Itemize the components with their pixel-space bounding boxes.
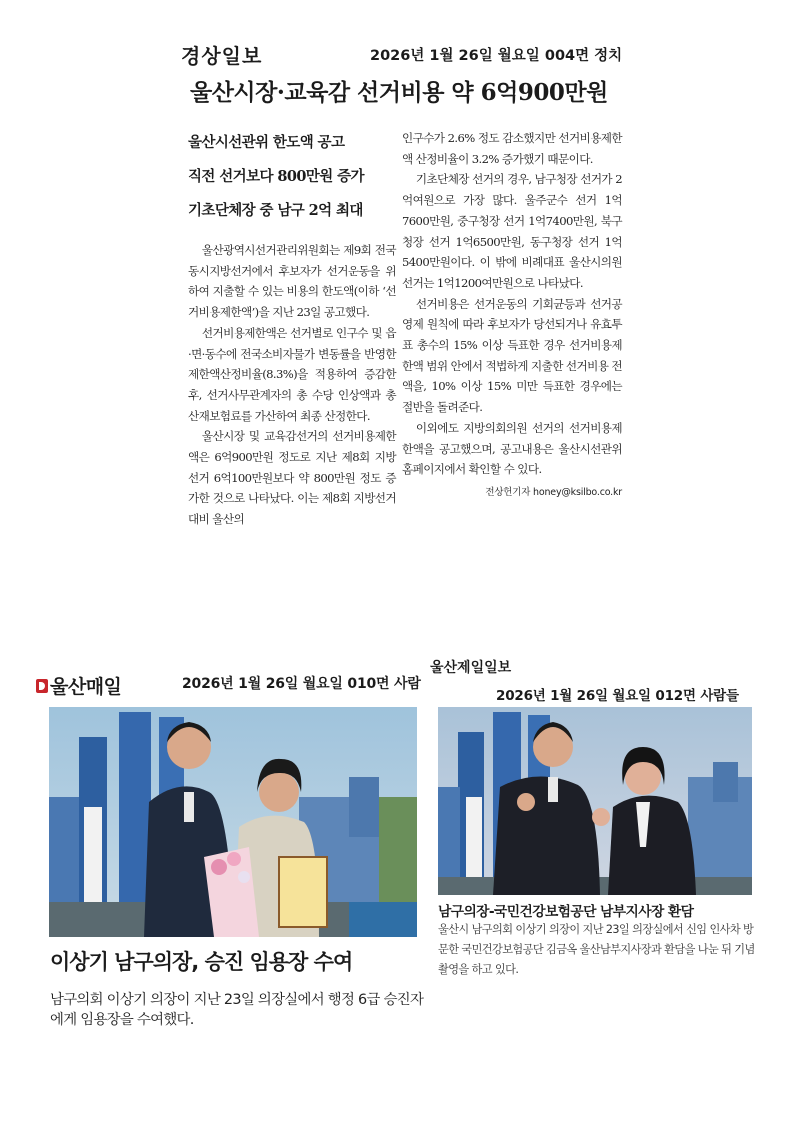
byline: 전상헌기자 honey@ksilbo.co.kr — [485, 486, 622, 498]
dateline: 2026년 1월 26일 월요일 010면 사람 — [182, 676, 421, 692]
article-photo — [438, 707, 752, 895]
article-headline: 남구의장-국민건강보험공단 남부지사장 환담 — [438, 904, 694, 920]
paragraph: 울산광역시선거관리위원회는 제9회 전국동시지방선거에서 후보자가 선거운동을 위하여 지출할 수 있는 비용의 한도액(이하 ‘선거비용제한액’)을 지난 23일 공고했다. — [188, 243, 396, 320]
paragraph: 선거비용제한액은 선거별로 인구수 및 읍·면·동수에 전국소비자물가 변동률을 반영한 제한액산정비율(8.3%)을 적용하여 증감한 후, 선거사무관계자의 총 수당 인상액과 총 산재보험료를 가산하여 최종 산정한다. — [188, 325, 396, 423]
paragraph: 기초단체장 선거의 경우, 남구청장 선거가 2억여원으로 가장 많다. 울주군수 선거 1억7600만원, 중구청장 선거 1억7400만원, 북구청장 선거 1억6500만원, 동구청장 선거 1억5400만원이다. 이 밖에 비례대표 울산시의원 선거는 1억1200여만원으로 나타났다. — [402, 172, 622, 290]
paragraph: 이외에도 지방의회의원 선거의 선거비용제한액을 공고했으며, 공고내용은 울산시선관위 홈페이지에서 확인할 수 있다. — [402, 420, 622, 477]
article-photo — [49, 707, 417, 937]
dateline: 2026년 1월 26일 월요일 004면 정치 — [370, 48, 623, 64]
article-column-1 — [188, 240, 396, 530]
newspaper-name: 경상일보 — [181, 44, 263, 68]
logo-mark-icon — [36, 679, 48, 693]
article-body: 울산시 남구의회 이상기 의장이 지난 23일 의장실에서 신임 인사차 방문한 국민건강보험공단 김금옥 울산남부지사장과 환담을 나눈 뒤 기념촬영을 하고 있다. — [438, 923, 755, 976]
article-headline: 이상기 남구의장, 승진 임용장 수여 — [50, 950, 353, 974]
photo-illustration — [49, 707, 417, 937]
newspaper-name: 울산매일 — [50, 676, 122, 698]
dateline: 2026년 1월 26일 월요일 012면 사람들 — [496, 688, 739, 704]
article-subheads — [188, 126, 398, 228]
paragraph: 인구수가 2.6% 정도 감소했지만 선거비용제한액 산정비율이 3.2% 증가했기 때문이다. — [402, 131, 622, 166]
subhead-line: 직전 선거보다 800만원 증가 — [188, 168, 364, 185]
subhead-line: 울산시선관위 한도액 공고 — [188, 134, 345, 151]
article-column-2 — [402, 128, 622, 504]
article-headline: 울산시장·교육감 선거비용 약 6억900만원 — [190, 79, 608, 106]
paragraph: 울산시장 및 교육감선거의 선거비용제한액은 6억900만원 정도로 지난 제8회 지방선거 6억100만원보다 약 800만원 정도 증가한 것으로 나타났다. 이는 제8회 지방선거 대비 울산의 — [188, 429, 396, 527]
subhead-line: 기초단체장 중 남구 2억 최대 — [188, 202, 363, 219]
article-body: 남구의회 이상기 의장이 지난 23일 의장실에서 행정 6급 승진자에게 임용장을 수여했다. — [50, 992, 424, 1028]
newspaper-logo — [36, 672, 121, 699]
newspaper-name: 울산제일일보 — [430, 660, 512, 676]
paragraph: 선거비용은 선거운동의 기회균등과 선거공영제 원칙에 따라 후보자가 당선되거나 유효투표 총수의 15% 이상 득표한 경우 선거비용제한액 범위 안에서 적법하게 지출한 선거비용 전액을, 10% 이상 15% 미만 득표한 경우에는 절반을 돌려준다. — [402, 296, 622, 415]
photo-illustration — [438, 707, 752, 895]
